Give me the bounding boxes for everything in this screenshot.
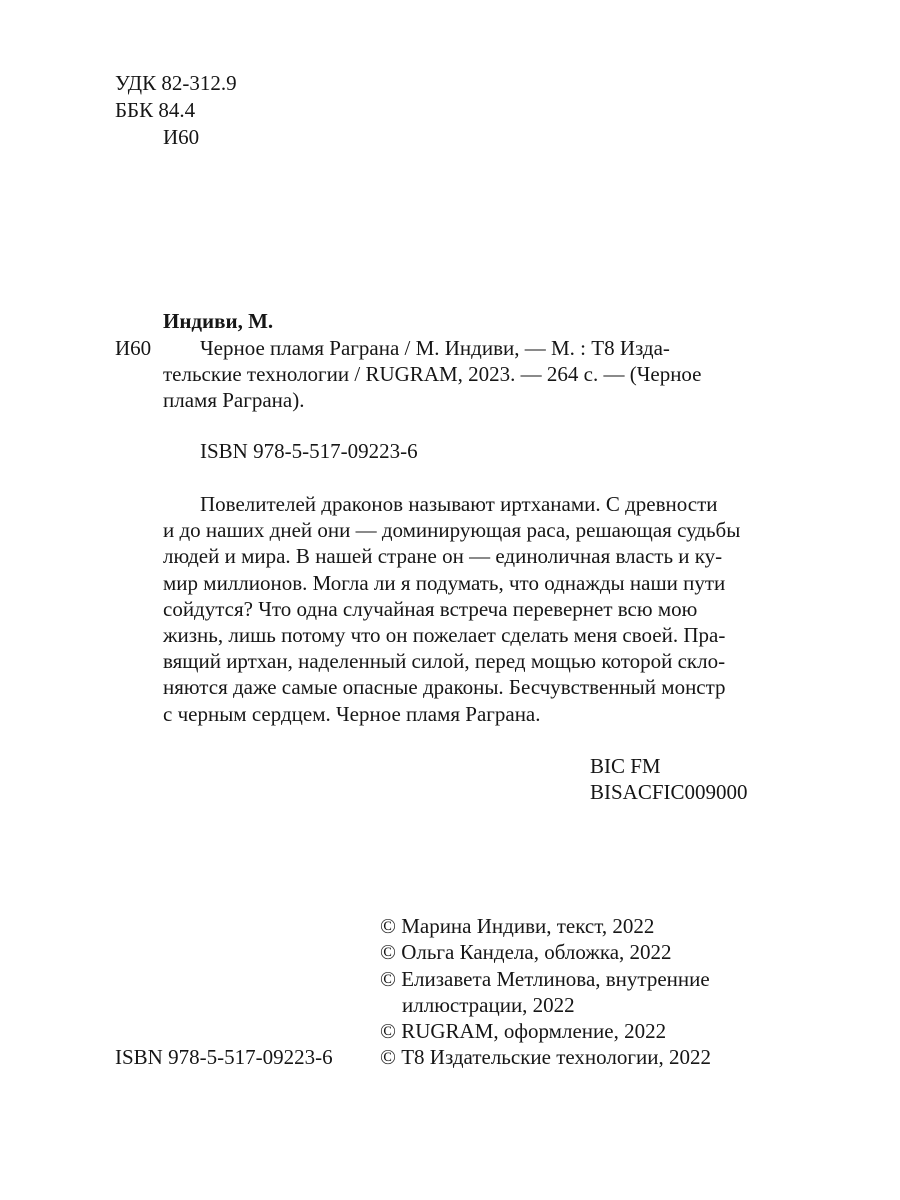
annotation-line: людей и мира. В нашей стране он — единоличная власть и ку- <box>163 544 723 568</box>
author-heading: Индиви, М. <box>163 309 274 333</box>
annotation-line: жизнь, лишь потому что он пожелает сделать меня своей. Пра- <box>163 623 726 647</box>
udk-code: УДК 82-312.9 <box>115 71 237 95</box>
annotation-line: и до наших дней они — доминирующая раса, решающая судьбы <box>163 518 741 542</box>
annotation-line: вящий иртхан, наделенный силой, перед мощью которой скло- <box>163 649 726 673</box>
biblio-line: Черное пламя Раграна / М. Индиви, — М. : Т8 Изда- <box>200 336 670 360</box>
copyright-line: иллюстрации, 2022 <box>402 993 575 1017</box>
annotation-line: Повелителей драконов называют иртханами. С древности <box>200 492 718 516</box>
author-index: И60 <box>163 125 200 149</box>
isbn-record: ISBN 978-5-517-09223-6 <box>200 439 418 463</box>
annotation-line: сойдутся? Что одна случайная встреча перевернет всю мою <box>163 597 698 621</box>
annotation-line: мир миллионов. Могла ли я подумать, что однажды наши пути <box>163 571 726 595</box>
copyright-line: © Ольга Кандела, обложка, 2022 <box>380 940 672 964</box>
copyright-line: © Елизавета Метлинова, внутренние <box>380 967 710 991</box>
annotation-line: с черным сердцем. Черное пламя Раграна. <box>163 702 541 726</box>
footer-isbn: ISBN 978-5-517-09223-6 <box>115 1045 333 1069</box>
bisac-code: BISACFIC009000 <box>590 780 748 804</box>
biblio-line: пламя Раграна). <box>163 388 305 412</box>
annotation-line: няются даже самые опасные драконы. Бесчувственный монстр <box>163 675 726 699</box>
bbk-code: ББК 84.4 <box>115 98 196 122</box>
copyright-line: © Марина Индиви, текст, 2022 <box>380 914 655 938</box>
copyright-line: © RUGRAM, оформление, 2022 <box>380 1019 667 1043</box>
biblio-index: И60 <box>115 336 152 360</box>
copyright-line: © Т8 Издательские технологии, 2022 <box>380 1045 711 1069</box>
biblio-line: тельские технологии / RUGRAM, 2023. — 264 с. — (Черное <box>163 362 702 386</box>
bic-code: BIC FM <box>590 754 661 778</box>
